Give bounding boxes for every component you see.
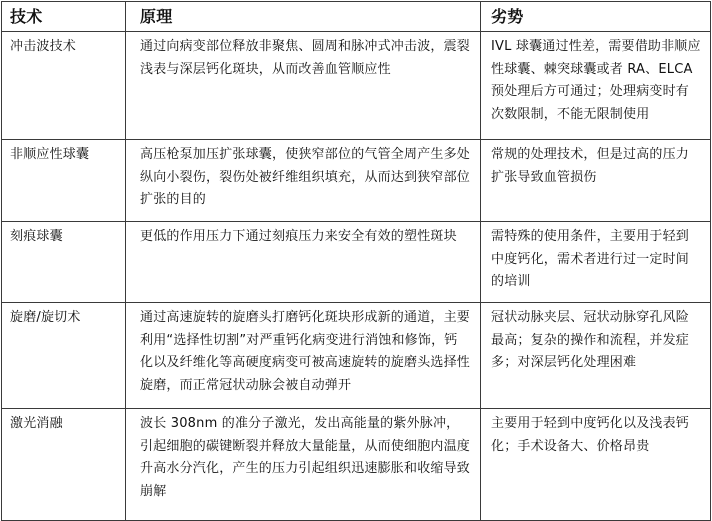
principle-cell: 波长 308nm 的准分子激光，发出高能量的紫外脉冲，引起细胞的碳键断裂并释放大量能量，从而使细胞内温度升高水分汽化，产生的压力引起组织迅速膨胀和收缩导致崩解 [126,409,481,521]
table-row [2,140,711,222]
header-row [2,2,711,32]
tech-cell: 激光消融 [2,409,126,521]
tech-cell: 旋磨/旋切术 [2,303,126,409]
tech-cell: 非顺应性球囊 [2,140,126,222]
table-row [2,409,711,521]
table-row [2,303,711,409]
disadvantage-cell: 需特殊的使用条件，主要用于轻到中度钙化，需术者进行过一定时间的培训 [481,222,711,303]
principle-cell: 通过向病变部位释放非聚焦、圆周和脉冲式冲击波，震裂浅表与深层钙化斑块，从而改善血管顺应性 [126,32,481,140]
disadvantage-cell: 主要用于轻到中度钙化以及浅表钙化；手术设备大、价格昂贵 [481,409,711,521]
disadvantage-cell: 冠状动脉夹层、冠状动脉穿孔风险最高；复杂的操作和流程，并发症多；对深层钙化处理困难 [481,303,711,409]
tech-cell: 冲击波技术 [2,32,126,140]
header-tech: 技术 [2,2,126,32]
table-row [2,222,711,303]
table-row [2,32,711,140]
principle-cell: 高压枪泵加压扩张球囊，使狭窄部位的气管全周产生多处纵向小裂伤，裂伤处被纤维组织填充，从而达到狭窄部位扩张的目的 [126,140,481,222]
disadvantage-cell: IVL 球囊通过性差，需要借助非顺应性球囊、棘突球囊或者 RA、ELCA 预处理后方可通过；处理病变时有次数限制，不能无限制使用 [481,32,711,140]
header-principle: 原理 [126,2,481,32]
principle-cell: 更低的作用压力下通过刻痕压力来安全有效的塑性斑块 [126,222,481,303]
header-disadvantage: 劣势 [481,2,711,32]
tech-cell: 刻痕球囊 [2,222,126,303]
principle-cell: 通过高速旋转的旋磨头打磨钙化斑块形成新的通道，主要利用“选择性切割”对严重钙化病变进行消蚀和修饰，钙化以及纤维化等高硬度病变可被高速旋转的旋磨头选择性旋磨，而正常冠状动脉会被自动弹开 [126,303,481,409]
disadvantage-cell: 常规的处理技术，但是过高的压力扩张导致血管损伤 [481,140,711,222]
comparison-table [1,1,711,521]
